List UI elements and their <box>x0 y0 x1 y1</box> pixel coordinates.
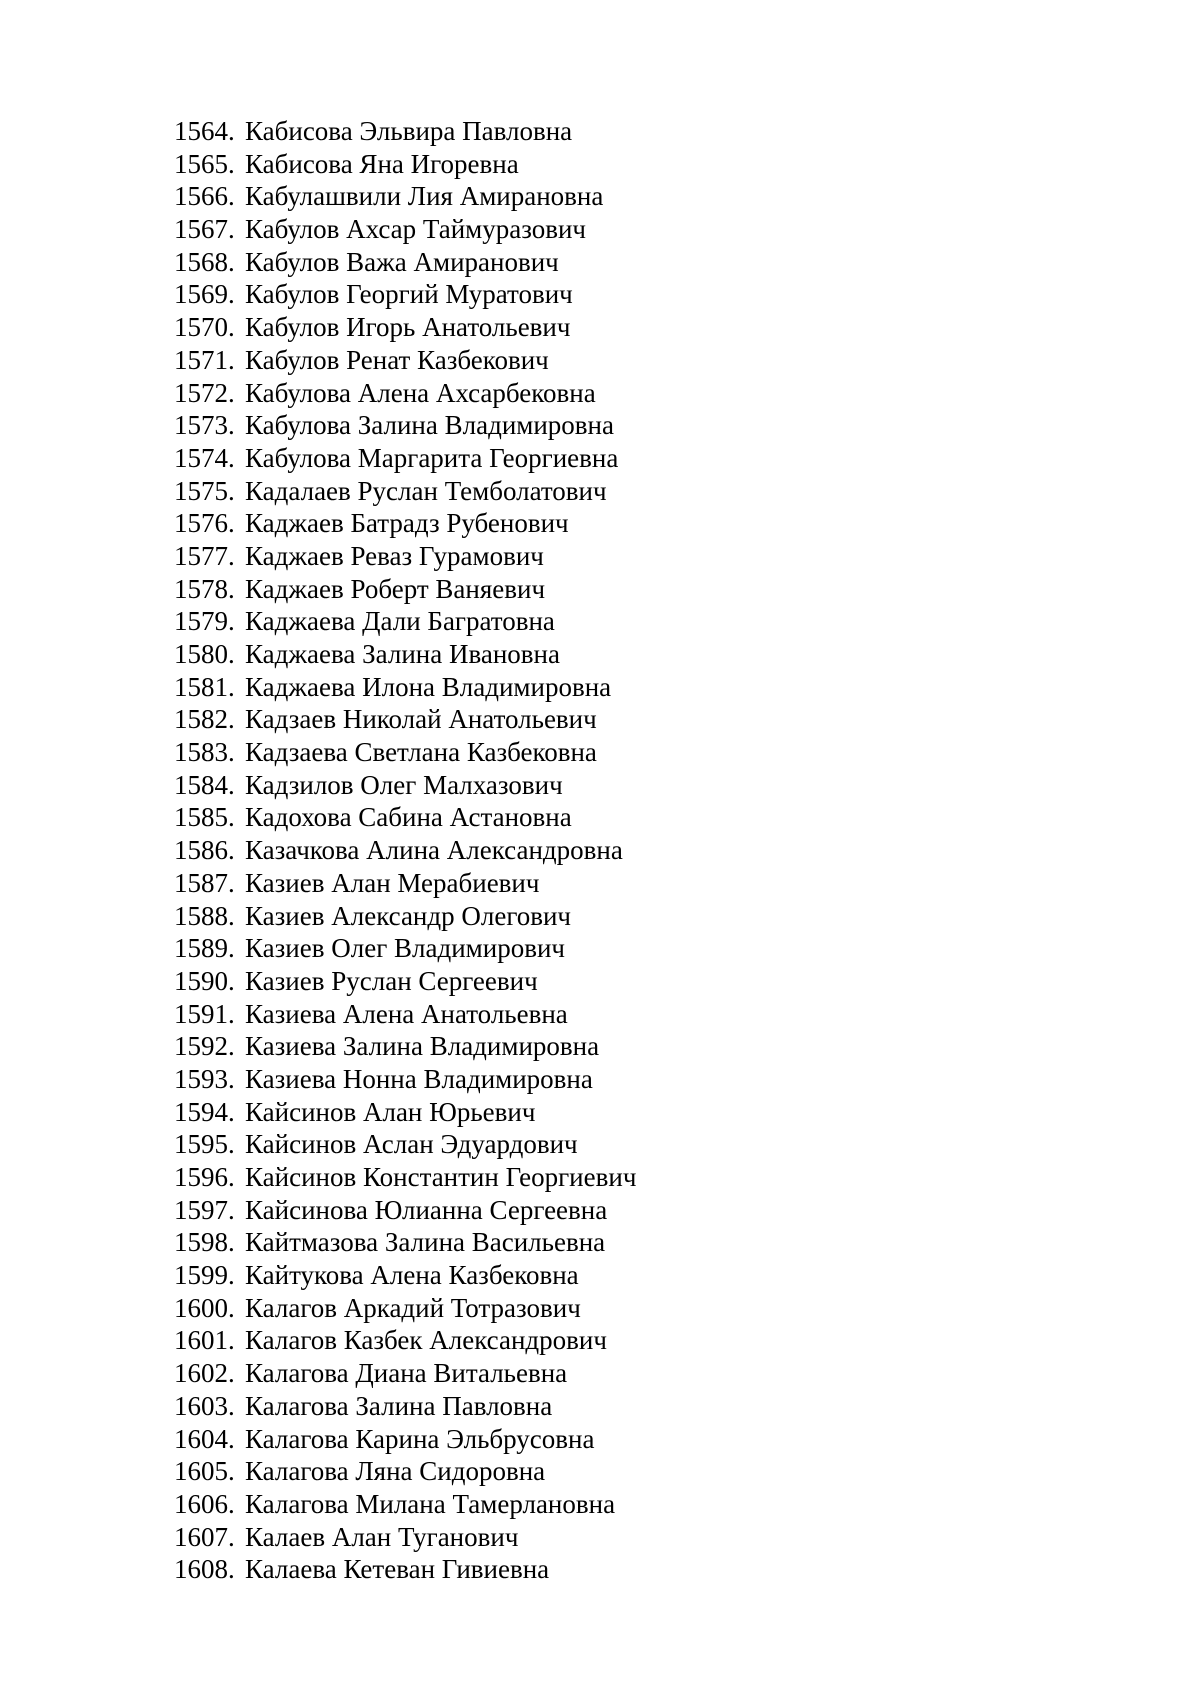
list-item <box>174 1390 636 1423</box>
list-item <box>174 1292 636 1325</box>
entry-number: 1568. <box>174 246 235 277</box>
list-item <box>174 1488 636 1521</box>
entry-number: 1570. <box>174 312 235 343</box>
entry-number: 1564. <box>174 116 235 146</box>
entry-number: 1600. <box>174 1292 235 1323</box>
entry-name: Кадалаев Руслан Темболатович <box>245 475 607 506</box>
list-item <box>174 1324 636 1357</box>
list-item <box>174 1161 636 1194</box>
entry-name: Кайтукова Алена Казбековна <box>245 1260 579 1291</box>
entry-name: Кабулова Залина Владимировна <box>245 410 614 441</box>
entry-name: Каджаев Реваз Гурамович <box>245 540 544 571</box>
entry-name: Калагова Диана Витальевна <box>245 1358 568 1389</box>
entry-name: Кабулов Георгий Муратович <box>245 279 573 310</box>
entry-number: 1601. <box>174 1325 235 1356</box>
entry-name: Кабулашвили Лия Амирановна <box>245 181 604 212</box>
list-item <box>174 834 636 867</box>
entry-name: Казиев Алан Мерабиевич <box>245 867 540 898</box>
list-item <box>174 540 636 573</box>
list-item <box>174 703 636 736</box>
entry-number: 1603. <box>174 1390 235 1421</box>
list-item <box>174 1423 636 1456</box>
entry-number: 1565. <box>174 148 235 179</box>
entry-number: 1587. <box>174 867 235 898</box>
entry-name: Кайтмазова Залина Васильевна <box>245 1227 606 1258</box>
entry-number: 1588. <box>174 900 235 931</box>
list-item <box>174 278 636 311</box>
list-item <box>174 1030 636 1063</box>
entry-number: 1566. <box>174 181 235 212</box>
list-item <box>174 1226 636 1259</box>
list-item <box>174 965 636 998</box>
entry-name: Кабулова Алена Ахсарбековна <box>245 377 596 408</box>
entry-number: 1602. <box>174 1358 235 1389</box>
list-item <box>174 344 636 377</box>
entry-number: 1596. <box>174 1162 235 1192</box>
entry-number: 1577. <box>174 540 235 571</box>
entry-name: Казачкова Алина Александровна <box>245 835 623 866</box>
entry-number: 1578. <box>174 573 235 604</box>
list-item <box>174 507 636 540</box>
entry-number: 1583. <box>174 737 235 768</box>
list-item <box>174 1063 636 1096</box>
list-item <box>174 932 636 965</box>
entry-name: Кабулов Ренат Казбекович <box>245 344 549 375</box>
numbered-name-list <box>174 115 636 1586</box>
entry-number: 1581. <box>174 671 235 702</box>
list-item <box>174 409 636 442</box>
entry-name: Калагов Аркадий Тотразович <box>245 1292 581 1323</box>
entry-name: Калагова Ляна Сидоровна <box>245 1456 546 1487</box>
entry-name: Калагова Милана Тамерлановна <box>245 1488 616 1519</box>
list-item <box>174 900 636 933</box>
entry-name: Калагова Карина Эльбрусовна <box>245 1423 595 1454</box>
entry-number: 1598. <box>174 1227 235 1258</box>
entry-name: Кабисова Яна Игоревна <box>245 148 519 179</box>
entry-name: Кайсинов Аслан Эдуардович <box>245 1129 578 1160</box>
entry-number: 1594. <box>174 1096 235 1127</box>
entry-name: Казиев Александр Олегович <box>245 900 572 931</box>
list-item <box>174 867 636 900</box>
list-item <box>174 801 636 834</box>
list-item <box>174 638 636 671</box>
list-item <box>174 115 636 148</box>
entry-number: 1590. <box>174 965 235 996</box>
entry-name: Калаева Кетеван Гивиевна <box>245 1554 550 1585</box>
entry-number: 1572. <box>174 377 235 408</box>
list-item <box>174 1357 636 1390</box>
list-item <box>174 180 636 213</box>
list-item <box>174 311 636 344</box>
entry-number: 1605. <box>174 1456 235 1487</box>
entry-number: 1573. <box>174 410 235 441</box>
entry-name: Калагова Залина Павловна <box>245 1390 553 1421</box>
entry-name: Кабулов Важа Амиранович <box>245 246 559 277</box>
list-item <box>174 377 636 410</box>
entry-name: Кайсинов Константин Георгиевич <box>245 1162 637 1192</box>
entry-name: Каджаева Залина Ивановна <box>245 639 560 669</box>
list-item <box>174 475 636 508</box>
list-item <box>174 1521 636 1554</box>
entry-number: 1584. <box>174 769 235 800</box>
entry-name: Каджаева Илона Владимировна <box>245 671 612 702</box>
entry-number: 1579. <box>174 606 235 637</box>
entry-number: 1604. <box>174 1423 235 1454</box>
list-item <box>174 1194 636 1227</box>
entry-name: Каджаева Дали Багратовна <box>245 606 555 637</box>
entry-number: 1593. <box>174 1063 235 1094</box>
entry-name: Калагов Казбек Александрович <box>245 1325 607 1356</box>
entry-number: 1569. <box>174 279 235 310</box>
entry-number: 1589. <box>174 933 235 964</box>
list-item <box>174 736 636 769</box>
entry-name: Кабулов Ахсар Таймуразович <box>245 214 587 245</box>
entry-name: Кабулов Игорь Анатольевич <box>245 312 571 343</box>
list-item <box>174 442 636 475</box>
entry-name: Кадзаев Николай Анатольевич <box>245 704 597 735</box>
entry-number: 1591. <box>174 998 235 1029</box>
list-item <box>174 1455 636 1488</box>
list-item <box>174 1553 636 1586</box>
entry-name: Кабисова Эльвира Павловна <box>245 116 573 146</box>
entry-number: 1575. <box>174 475 235 506</box>
entry-number: 1597. <box>174 1194 235 1225</box>
entry-number: 1580. <box>174 639 235 669</box>
entry-number: 1576. <box>174 508 235 539</box>
entry-name: Кадзаева Светлана Казбековна <box>245 737 597 768</box>
entry-name: Кадзилов Олег Малхазович <box>245 769 563 800</box>
entry-name: Каджаев Роберт Ваняевич <box>245 573 546 604</box>
entry-number: 1567. <box>174 214 235 245</box>
entry-name: Казиев Руслан Сергеевич <box>245 965 538 996</box>
entry-number: 1574. <box>174 442 235 473</box>
list-item <box>174 246 636 279</box>
entry-number: 1607. <box>174 1521 235 1552</box>
list-item <box>174 1259 636 1292</box>
entry-name: Кайсинов Алан Юрьевич <box>245 1096 536 1127</box>
entry-name: Казиева Алена Анатольевна <box>245 998 568 1029</box>
entry-name: Кайсинова Юлианна Сергеевна <box>245 1194 608 1225</box>
entry-name: Каджаев Батрадз Рубенович <box>245 508 569 539</box>
entry-number: 1571. <box>174 344 235 375</box>
entry-number: 1582. <box>174 704 235 735</box>
entry-name: Кадохова Сабина Астановна <box>245 802 572 833</box>
entry-name: Казиева Нонна Владимировна <box>245 1063 593 1094</box>
entry-number: 1585. <box>174 802 235 833</box>
list-item <box>174 213 636 246</box>
list-item <box>174 998 636 1031</box>
entry-name: Кабулова Маргарита Георгиевна <box>245 442 619 473</box>
entry-number: 1595. <box>174 1129 235 1160</box>
list-item <box>174 1128 636 1161</box>
list-item <box>174 769 636 802</box>
entry-number: 1608. <box>174 1554 235 1585</box>
entry-number: 1586. <box>174 835 235 866</box>
list-item <box>174 1096 636 1129</box>
entry-name: Казиева Залина Владимировна <box>245 1031 600 1062</box>
list-item <box>174 605 636 638</box>
entry-name: Казиев Олег Владимирович <box>245 933 565 964</box>
list-item <box>174 573 636 606</box>
list-item <box>174 671 636 704</box>
entry-name: Калаев Алан Туганович <box>245 1521 519 1552</box>
entry-number: 1606. <box>174 1488 235 1519</box>
entry-number: 1599. <box>174 1260 235 1291</box>
entry-number: 1592. <box>174 1031 235 1062</box>
list-item <box>174 148 636 181</box>
